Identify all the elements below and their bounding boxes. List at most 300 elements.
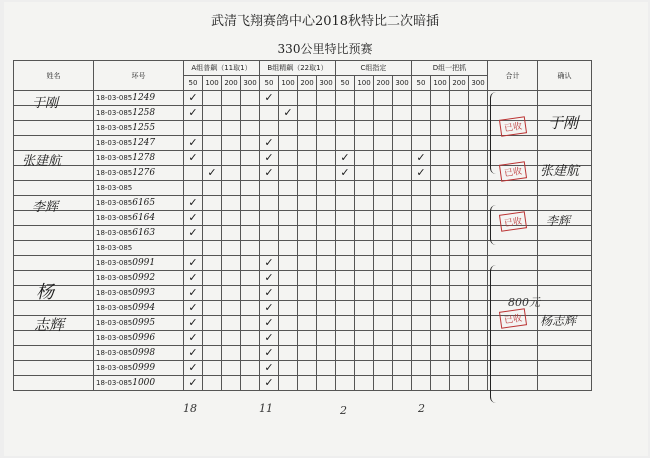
check-cell-a-200 bbox=[222, 91, 241, 106]
check-cell-c-300 bbox=[393, 361, 412, 376]
table-row bbox=[14, 136, 592, 151]
ring-handwritten-suffix: 0998 bbox=[132, 348, 156, 358]
check-cell-d-100 bbox=[431, 316, 450, 331]
check-cell-a-100 bbox=[203, 106, 222, 121]
ring-handwritten-suffix: 6165 bbox=[132, 198, 156, 208]
check-cell-c-50 bbox=[336, 151, 355, 166]
check-mark-icon: ✓ bbox=[188, 316, 198, 329]
check-mark-icon: ✓ bbox=[416, 166, 426, 179]
check-cell-c-100 bbox=[355, 151, 374, 166]
check-cell-d-200 bbox=[450, 91, 469, 106]
check-cell-d-200 bbox=[450, 151, 469, 166]
check-cell-b-50 bbox=[260, 196, 279, 211]
check-cell-c-100 bbox=[355, 256, 374, 271]
check-cell-a-50 bbox=[184, 301, 203, 316]
check-cell-d-300 bbox=[469, 166, 488, 181]
check-cell-b-50 bbox=[260, 226, 279, 241]
handwritten-name-3: 李辉 bbox=[32, 200, 59, 215]
check-cell-b-300 bbox=[317, 136, 336, 151]
check-cell-b-100 bbox=[279, 226, 298, 241]
check-cell-b-50 bbox=[260, 301, 279, 316]
check-cell-b-300 bbox=[317, 211, 336, 226]
check-cell-b-50 bbox=[260, 256, 279, 271]
confirm-cell bbox=[538, 181, 592, 196]
check-cell-c-200 bbox=[374, 271, 393, 286]
check-cell-a-100 bbox=[203, 241, 222, 256]
check-cell-b-50 bbox=[260, 376, 279, 391]
subcol-c-200: 200 bbox=[374, 76, 393, 91]
check-cell-a-300 bbox=[241, 91, 260, 106]
check-cell-a-50 bbox=[184, 136, 203, 151]
check-cell-c-100 bbox=[355, 301, 374, 316]
ring-prefix: 18-03-085 bbox=[96, 229, 133, 237]
ring-prefix: 18-03-085 bbox=[96, 244, 133, 252]
ring-prefix: 18-03-085 bbox=[96, 379, 133, 387]
confirm-cell bbox=[538, 196, 592, 211]
check-cell-b-50 bbox=[260, 91, 279, 106]
check-cell-a-50 bbox=[184, 181, 203, 196]
check-cell-a-300 bbox=[241, 226, 260, 241]
check-cell-c-50 bbox=[336, 376, 355, 391]
check-cell-d-50 bbox=[412, 226, 431, 241]
check-cell-d-100 bbox=[431, 301, 450, 316]
check-cell-a-300 bbox=[241, 136, 260, 151]
confirm-cell bbox=[538, 286, 592, 301]
subcol-a-200: 200 bbox=[222, 76, 241, 91]
check-cell-c-100 bbox=[355, 121, 374, 136]
table-row bbox=[14, 196, 592, 211]
check-cell-c-100 bbox=[355, 196, 374, 211]
col-header-group-d: D组一把抓 bbox=[412, 61, 488, 76]
check-cell-d-50 bbox=[412, 361, 431, 376]
ring-prefix: 18-03-085 bbox=[96, 304, 133, 312]
ring-prefix: 18-03-085 bbox=[96, 289, 133, 297]
check-cell-d-50 bbox=[412, 166, 431, 181]
ring-prefix: 18-03-085 bbox=[96, 274, 133, 282]
check-cell-a-50 bbox=[184, 151, 203, 166]
confirm-cell bbox=[538, 271, 592, 286]
table-row bbox=[14, 286, 592, 301]
document-title: 武清飞翔赛鸽中心2018秋特比二次暗插 bbox=[210, 14, 440, 29]
ring-handwritten-suffix: 0992 bbox=[132, 273, 156, 283]
check-cell-d-50 bbox=[412, 346, 431, 361]
check-cell-a-200 bbox=[222, 346, 241, 361]
check-cell-a-100 bbox=[203, 121, 222, 136]
check-cell-d-100 bbox=[431, 91, 450, 106]
ring-handwritten-suffix: 6163 bbox=[132, 228, 156, 238]
check-cell-d-300 bbox=[469, 226, 488, 241]
check-mark-icon: ✓ bbox=[264, 346, 274, 359]
check-mark-icon: ✓ bbox=[264, 166, 274, 179]
check-cell-b-300 bbox=[317, 241, 336, 256]
received-stamp-1: 已收 bbox=[499, 116, 527, 136]
check-mark-icon: ✓ bbox=[340, 166, 350, 179]
ring-number-cell bbox=[94, 166, 184, 181]
ring-number-cell bbox=[94, 376, 184, 391]
check-cell-d-50 bbox=[412, 271, 431, 286]
confirm-cell bbox=[538, 256, 592, 271]
check-cell-b-300 bbox=[317, 316, 336, 331]
check-cell-c-50 bbox=[336, 331, 355, 346]
check-cell-c-100 bbox=[355, 316, 374, 331]
check-cell-b-300 bbox=[317, 91, 336, 106]
check-cell-d-50 bbox=[412, 286, 431, 301]
received-stamp-2: 已收 bbox=[499, 161, 527, 181]
check-cell-a-100 bbox=[203, 136, 222, 151]
handwritten-name-1: 于刚 bbox=[32, 96, 59, 111]
check-cell-c-300 bbox=[393, 166, 412, 181]
check-cell-a-100 bbox=[203, 256, 222, 271]
check-cell-b-200 bbox=[298, 226, 317, 241]
check-cell-a-100 bbox=[203, 196, 222, 211]
subcol-b-300: 300 bbox=[317, 76, 336, 91]
check-cell-a-200 bbox=[222, 121, 241, 136]
check-cell-c-300 bbox=[393, 106, 412, 121]
ring-handwritten-suffix: 0994 bbox=[132, 303, 156, 313]
check-cell-c-50 bbox=[336, 211, 355, 226]
check-cell-c-300 bbox=[393, 211, 412, 226]
check-cell-b-300 bbox=[317, 301, 336, 316]
ring-handwritten-suffix: 1000 bbox=[132, 378, 156, 388]
check-cell-d-50 bbox=[412, 151, 431, 166]
check-cell-b-200 bbox=[298, 271, 317, 286]
confirm-signature-1: 于刚 bbox=[548, 114, 579, 132]
check-cell-a-200 bbox=[222, 271, 241, 286]
check-cell-c-200 bbox=[374, 361, 393, 376]
ring-handwritten-suffix: 6164 bbox=[132, 213, 156, 223]
ring-prefix: 18-03-085 bbox=[96, 334, 133, 342]
confirm-cell bbox=[538, 376, 592, 391]
check-cell-a-50 bbox=[184, 361, 203, 376]
check-cell-a-100 bbox=[203, 361, 222, 376]
check-cell-b-100 bbox=[279, 121, 298, 136]
check-cell-b-100 bbox=[279, 271, 298, 286]
confirm-cell bbox=[538, 136, 592, 151]
check-cell-a-50 bbox=[184, 106, 203, 121]
subcol-b-50: 50 bbox=[260, 76, 279, 91]
check-cell-c-300 bbox=[393, 331, 412, 346]
ring-handwritten-suffix: 0996 bbox=[132, 333, 156, 343]
check-cell-a-50 bbox=[184, 271, 203, 286]
check-cell-c-100 bbox=[355, 361, 374, 376]
check-mark-icon: ✓ bbox=[264, 316, 274, 329]
check-cell-d-50 bbox=[412, 181, 431, 196]
check-cell-b-300 bbox=[317, 376, 336, 391]
confirm-signature-2: 张建航 bbox=[540, 164, 580, 179]
check-cell-d-200 bbox=[450, 331, 469, 346]
check-cell-d-100 bbox=[431, 271, 450, 286]
table-row bbox=[14, 331, 592, 346]
col-header-group-c: C组指定 bbox=[336, 61, 412, 76]
check-cell-b-100 bbox=[279, 181, 298, 196]
check-cell-a-300 bbox=[241, 196, 260, 211]
check-cell-d-200 bbox=[450, 316, 469, 331]
check-cell-b-300 bbox=[317, 256, 336, 271]
ring-prefix: 18-03-085 bbox=[96, 364, 133, 372]
check-cell-d-100 bbox=[431, 361, 450, 376]
check-cell-c-50 bbox=[336, 361, 355, 376]
ring-prefix: 18-03-085 bbox=[96, 214, 133, 222]
check-cell-a-300 bbox=[241, 286, 260, 301]
check-cell-d-300 bbox=[469, 301, 488, 316]
check-mark-icon: ✓ bbox=[188, 136, 198, 149]
check-mark-icon: ✓ bbox=[188, 151, 198, 164]
check-cell-d-200 bbox=[450, 106, 469, 121]
check-cell-c-200 bbox=[374, 151, 393, 166]
check-cell-a-300 bbox=[241, 211, 260, 226]
check-cell-c-300 bbox=[393, 196, 412, 211]
check-cell-b-50 bbox=[260, 316, 279, 331]
check-cell-b-100 bbox=[279, 106, 298, 121]
subcol-b-200: 200 bbox=[298, 76, 317, 91]
ring-number-cell bbox=[94, 91, 184, 106]
ring-prefix: 18-03-085 bbox=[96, 124, 133, 132]
check-cell-b-100 bbox=[279, 196, 298, 211]
table-row bbox=[14, 376, 592, 391]
check-cell-a-200 bbox=[222, 361, 241, 376]
check-mark-icon: ✓ bbox=[188, 361, 198, 374]
ring-handwritten-suffix: 0999 bbox=[132, 363, 156, 373]
ring-prefix: 18-03-085 bbox=[96, 349, 133, 357]
ring-prefix: 18-03-085 bbox=[96, 199, 133, 207]
check-cell-b-100 bbox=[279, 331, 298, 346]
check-mark-icon: ✓ bbox=[264, 151, 274, 164]
check-cell-a-200 bbox=[222, 316, 241, 331]
check-cell-d-50 bbox=[412, 196, 431, 211]
check-cell-b-50 bbox=[260, 331, 279, 346]
name-cell bbox=[14, 241, 94, 256]
check-cell-c-200 bbox=[374, 301, 393, 316]
check-cell-c-200 bbox=[374, 346, 393, 361]
tally-group-b: 11 bbox=[259, 402, 273, 415]
check-mark-icon: ✓ bbox=[264, 91, 274, 104]
handwritten-name-5: 志辉 bbox=[34, 316, 65, 334]
check-cell-d-100 bbox=[431, 121, 450, 136]
subcol-a-100: 100 bbox=[203, 76, 222, 91]
received-stamp-4: 已收 bbox=[499, 308, 527, 328]
check-cell-a-300 bbox=[241, 346, 260, 361]
check-cell-d-100 bbox=[431, 376, 450, 391]
check-cell-a-200 bbox=[222, 286, 241, 301]
check-cell-d-200 bbox=[450, 166, 469, 181]
check-cell-d-200 bbox=[450, 136, 469, 151]
document-subtitle: 330公里特比预赛 bbox=[277, 42, 373, 56]
check-cell-d-300 bbox=[469, 331, 488, 346]
check-mark-icon: ✓ bbox=[264, 376, 274, 389]
check-cell-b-200 bbox=[298, 136, 317, 151]
tally-group-a: 18 bbox=[183, 402, 197, 415]
col-header-ring: 环号 bbox=[94, 61, 184, 91]
check-cell-c-50 bbox=[336, 256, 355, 271]
check-cell-a-200 bbox=[222, 136, 241, 151]
ring-number-cell bbox=[94, 256, 184, 271]
check-cell-c-300 bbox=[393, 121, 412, 136]
check-cell-d-50 bbox=[412, 256, 431, 271]
total-brace-2 bbox=[490, 205, 497, 245]
check-cell-b-100 bbox=[279, 91, 298, 106]
check-cell-a-300 bbox=[241, 271, 260, 286]
check-cell-c-300 bbox=[393, 346, 412, 361]
check-cell-a-100 bbox=[203, 376, 222, 391]
name-cell bbox=[14, 361, 94, 376]
check-mark-icon: ✓ bbox=[188, 196, 198, 209]
ring-number-cell bbox=[94, 286, 184, 301]
check-cell-b-200 bbox=[298, 241, 317, 256]
check-cell-b-200 bbox=[298, 91, 317, 106]
check-cell-a-300 bbox=[241, 301, 260, 316]
check-cell-c-200 bbox=[374, 166, 393, 181]
check-cell-d-300 bbox=[469, 136, 488, 151]
check-cell-b-300 bbox=[317, 106, 336, 121]
check-cell-c-300 bbox=[393, 136, 412, 151]
check-cell-b-200 bbox=[298, 211, 317, 226]
check-cell-b-200 bbox=[298, 166, 317, 181]
confirm-cell bbox=[538, 361, 592, 376]
check-cell-c-300 bbox=[393, 151, 412, 166]
check-cell-a-300 bbox=[241, 106, 260, 121]
subcol-d-200: 200 bbox=[450, 76, 469, 91]
subcol-c-100: 100 bbox=[355, 76, 374, 91]
check-cell-c-50 bbox=[336, 271, 355, 286]
col-header-group-b: B组精飙（22取1） bbox=[260, 61, 336, 76]
check-cell-a-300 bbox=[241, 181, 260, 196]
check-mark-icon: ✓ bbox=[188, 106, 198, 119]
ring-handwritten-suffix: 1255 bbox=[132, 123, 156, 133]
check-cell-c-200 bbox=[374, 226, 393, 241]
name-cell bbox=[14, 376, 94, 391]
check-cell-b-50 bbox=[260, 346, 279, 361]
ring-number-cell bbox=[94, 136, 184, 151]
check-cell-c-200 bbox=[374, 181, 393, 196]
check-cell-a-50 bbox=[184, 256, 203, 271]
check-cell-d-100 bbox=[431, 241, 450, 256]
check-cell-d-200 bbox=[450, 286, 469, 301]
check-cell-c-300 bbox=[393, 91, 412, 106]
confirm-cell bbox=[538, 241, 592, 256]
check-cell-b-50 bbox=[260, 361, 279, 376]
check-cell-c-300 bbox=[393, 316, 412, 331]
check-cell-b-50 bbox=[260, 271, 279, 286]
ring-handwritten-suffix: 1276 bbox=[132, 168, 156, 178]
check-cell-a-300 bbox=[241, 241, 260, 256]
col-header-confirm: 确认 bbox=[538, 61, 592, 91]
check-cell-d-300 bbox=[469, 91, 488, 106]
check-cell-d-200 bbox=[450, 121, 469, 136]
check-cell-d-50 bbox=[412, 241, 431, 256]
table-row bbox=[14, 256, 592, 271]
check-mark-icon: ✓ bbox=[264, 361, 274, 374]
ring-number-cell bbox=[94, 211, 184, 226]
check-cell-d-300 bbox=[469, 316, 488, 331]
check-cell-b-50 bbox=[260, 151, 279, 166]
check-cell-c-200 bbox=[374, 241, 393, 256]
check-cell-d-100 bbox=[431, 286, 450, 301]
table-row bbox=[14, 271, 592, 286]
check-cell-a-200 bbox=[222, 376, 241, 391]
confirm-signature-3: 李辉 bbox=[546, 214, 571, 228]
check-cell-d-300 bbox=[469, 241, 488, 256]
check-cell-a-300 bbox=[241, 361, 260, 376]
check-cell-c-200 bbox=[374, 121, 393, 136]
check-cell-a-300 bbox=[241, 121, 260, 136]
check-cell-c-200 bbox=[374, 211, 393, 226]
check-cell-b-300 bbox=[317, 286, 336, 301]
name-cell bbox=[14, 256, 94, 271]
ring-handwritten-suffix: 1247 bbox=[132, 138, 156, 148]
ring-number-cell bbox=[94, 331, 184, 346]
check-mark-icon: ✓ bbox=[188, 256, 198, 269]
table-row bbox=[14, 361, 592, 376]
check-cell-c-100 bbox=[355, 211, 374, 226]
check-cell-a-100 bbox=[203, 181, 222, 196]
check-cell-c-100 bbox=[355, 226, 374, 241]
check-cell-a-200 bbox=[222, 166, 241, 181]
check-cell-d-100 bbox=[431, 331, 450, 346]
total-brace-1 bbox=[490, 92, 497, 174]
check-cell-d-300 bbox=[469, 256, 488, 271]
check-cell-d-300 bbox=[469, 346, 488, 361]
subcol-c-50: 50 bbox=[336, 76, 355, 91]
check-cell-c-50 bbox=[336, 121, 355, 136]
check-cell-b-300 bbox=[317, 121, 336, 136]
check-cell-a-100 bbox=[203, 211, 222, 226]
check-cell-d-50 bbox=[412, 136, 431, 151]
check-cell-b-300 bbox=[317, 166, 336, 181]
check-cell-d-300 bbox=[469, 106, 488, 121]
check-cell-d-50 bbox=[412, 316, 431, 331]
col-header-total: 合计 bbox=[488, 61, 538, 91]
handwritten-name-4: 杨 bbox=[36, 282, 54, 303]
check-cell-a-300 bbox=[241, 256, 260, 271]
check-cell-c-200 bbox=[374, 91, 393, 106]
check-cell-d-200 bbox=[450, 361, 469, 376]
check-cell-a-50 bbox=[184, 196, 203, 211]
ring-number-cell bbox=[94, 151, 184, 166]
check-cell-c-200 bbox=[374, 316, 393, 331]
check-cell-d-50 bbox=[412, 121, 431, 136]
check-cell-d-100 bbox=[431, 256, 450, 271]
ring-handwritten-suffix: 1258 bbox=[132, 108, 156, 118]
ring-number-cell bbox=[94, 181, 184, 196]
table-row bbox=[14, 91, 592, 106]
confirm-cell bbox=[538, 346, 592, 361]
check-mark-icon: ✓ bbox=[188, 226, 198, 239]
check-cell-d-50 bbox=[412, 106, 431, 121]
ring-number-cell bbox=[94, 106, 184, 121]
table-row bbox=[14, 181, 592, 196]
check-cell-d-200 bbox=[450, 196, 469, 211]
check-cell-c-200 bbox=[374, 136, 393, 151]
check-cell-a-100 bbox=[203, 151, 222, 166]
confirm-signature-4: 杨志辉 bbox=[540, 314, 577, 328]
check-cell-b-200 bbox=[298, 301, 317, 316]
ring-handwritten-suffix: 0991 bbox=[132, 258, 156, 268]
check-cell-d-300 bbox=[469, 211, 488, 226]
check-cell-d-300 bbox=[469, 361, 488, 376]
check-cell-a-100 bbox=[203, 271, 222, 286]
check-cell-b-300 bbox=[317, 331, 336, 346]
subcol-b-100: 100 bbox=[279, 76, 298, 91]
check-cell-b-300 bbox=[317, 196, 336, 211]
check-cell-c-50 bbox=[336, 91, 355, 106]
check-cell-a-50 bbox=[184, 91, 203, 106]
check-cell-b-200 bbox=[298, 181, 317, 196]
check-cell-a-100 bbox=[203, 331, 222, 346]
check-cell-a-100 bbox=[203, 166, 222, 181]
check-cell-a-200 bbox=[222, 301, 241, 316]
ring-prefix: 18-03-085 bbox=[96, 109, 133, 117]
check-cell-d-200 bbox=[450, 256, 469, 271]
